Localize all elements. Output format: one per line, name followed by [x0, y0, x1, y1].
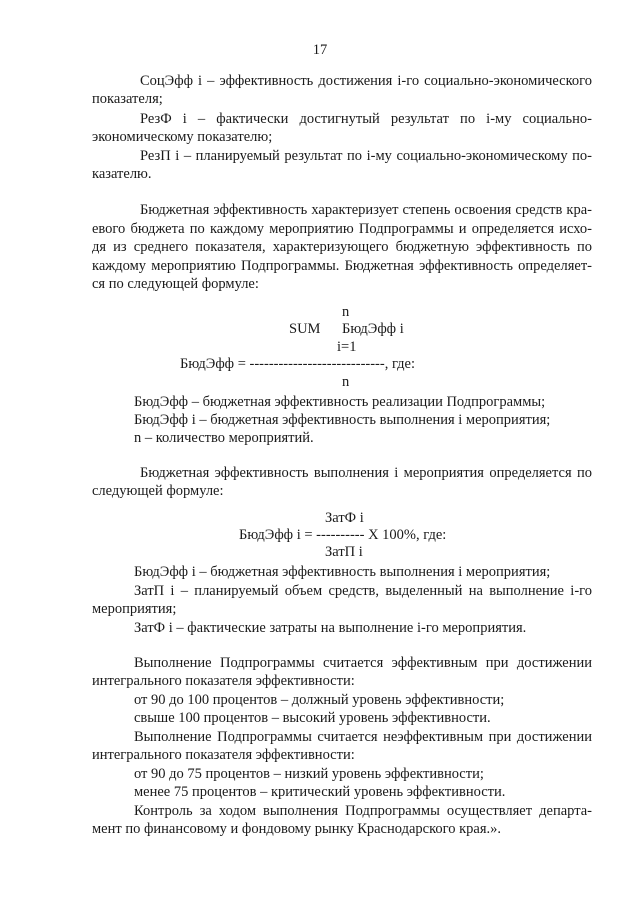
definition-soceff-cont: показателя; [92, 91, 163, 107]
budget-paragraph-line: Бюджетная эффективность характеризует степень освоения средств кра- [140, 202, 592, 218]
budget-paragraph-line: дя из среднего показателя, характеризующего бюджетную эффективность по [92, 239, 592, 255]
definition-rezp-cont: казателю. [92, 166, 152, 182]
page-number: 17 [312, 42, 328, 58]
definition-n: n – количество мероприятий. [134, 430, 314, 446]
formula1-index: i=1 [337, 339, 357, 355]
effectiveness-level: от 90 до 100 процентов – должный уровень эффективности; [134, 692, 505, 708]
ineffective-condition-cont: интегрального показателя эффективности: [92, 747, 355, 763]
formula1-denominator: n [342, 374, 350, 390]
budget-paragraph-line: евого бюджета по каждому мероприятию Подпрограммы и определяется исхо- [92, 221, 592, 237]
control-paragraph-cont: мент по финансовому и фондовому рынку Краснодарского края.». [92, 821, 501, 837]
effective-condition: Выполнение Подпрограммы считается эффективным при достижении [134, 655, 592, 671]
effectiveness-level: от 90 до 75 процентов – низкий уровень эффективности; [134, 766, 484, 782]
ineffective-condition: Выполнение Подпрограммы считается неэффективным при достижении [134, 729, 592, 745]
effectiveness-level: менее 75 процентов – критический уровень эффективности. [134, 784, 506, 800]
definition-soceff: СоцЭфф i – эффективность достижения i-го социально-экономического [140, 73, 592, 89]
definition-rezp: РезП i – планируемый результат по i-му социально-экономическому по- [140, 148, 592, 164]
definition-rezf: РезФ i – фактически достигнутый результат по i-му социально- [140, 111, 592, 127]
formula1-equation: БюдЭфф = ----------------------------, где: [180, 356, 416, 372]
definition-budeff-i: БюдЭфф i – бюджетная эффективность выполнения i мероприятия; [134, 412, 551, 428]
definition-budeff-i: БюдЭфф i – бюджетная эффективность выполнения i мероприятия; [134, 564, 551, 580]
formula2-denominator: ЗатП i [325, 544, 363, 560]
measure-paragraph-line: следующей формуле: [92, 483, 224, 499]
definition-zatf: ЗатФ i – фактические затраты на выполнение i-го мероприятия. [134, 620, 527, 636]
budget-paragraph-line: каждому мероприятию Подпрограммы. Бюджетная эффективность определяет- [92, 258, 592, 274]
definition-zatp-cont: мероприятия; [92, 601, 177, 617]
effective-condition-cont: интегрального показателя эффективности: [92, 673, 355, 689]
formula1-upper-limit: n [342, 304, 350, 320]
formula2-equation: БюдЭфф i = ---------- Х 100%, где: [239, 527, 447, 543]
formula1-sum: SUM [289, 321, 321, 337]
measure-paragraph-line: Бюджетная эффективность выполнения i мероприятия определяется по [140, 465, 592, 481]
definition-zatp: ЗатП i – планируемый объем средств, выделенный на выполнение i-го [134, 583, 592, 599]
formula1-term: БюдЭфф i [342, 321, 404, 337]
control-paragraph: Контроль за ходом выполнения Подпрограммы осуществляет департа- [134, 803, 592, 819]
formula2-numerator: ЗатФ i [325, 510, 364, 526]
definition-rezf-cont: экономическому показателю; [92, 129, 273, 145]
effectiveness-level: свыше 100 процентов – высокий уровень эффективности. [134, 710, 491, 726]
budget-paragraph-line: ся по следующей формуле: [92, 276, 259, 292]
definition-budeff: БюдЭфф – бюджетная эффективность реализации Подпрограммы; [134, 394, 546, 410]
